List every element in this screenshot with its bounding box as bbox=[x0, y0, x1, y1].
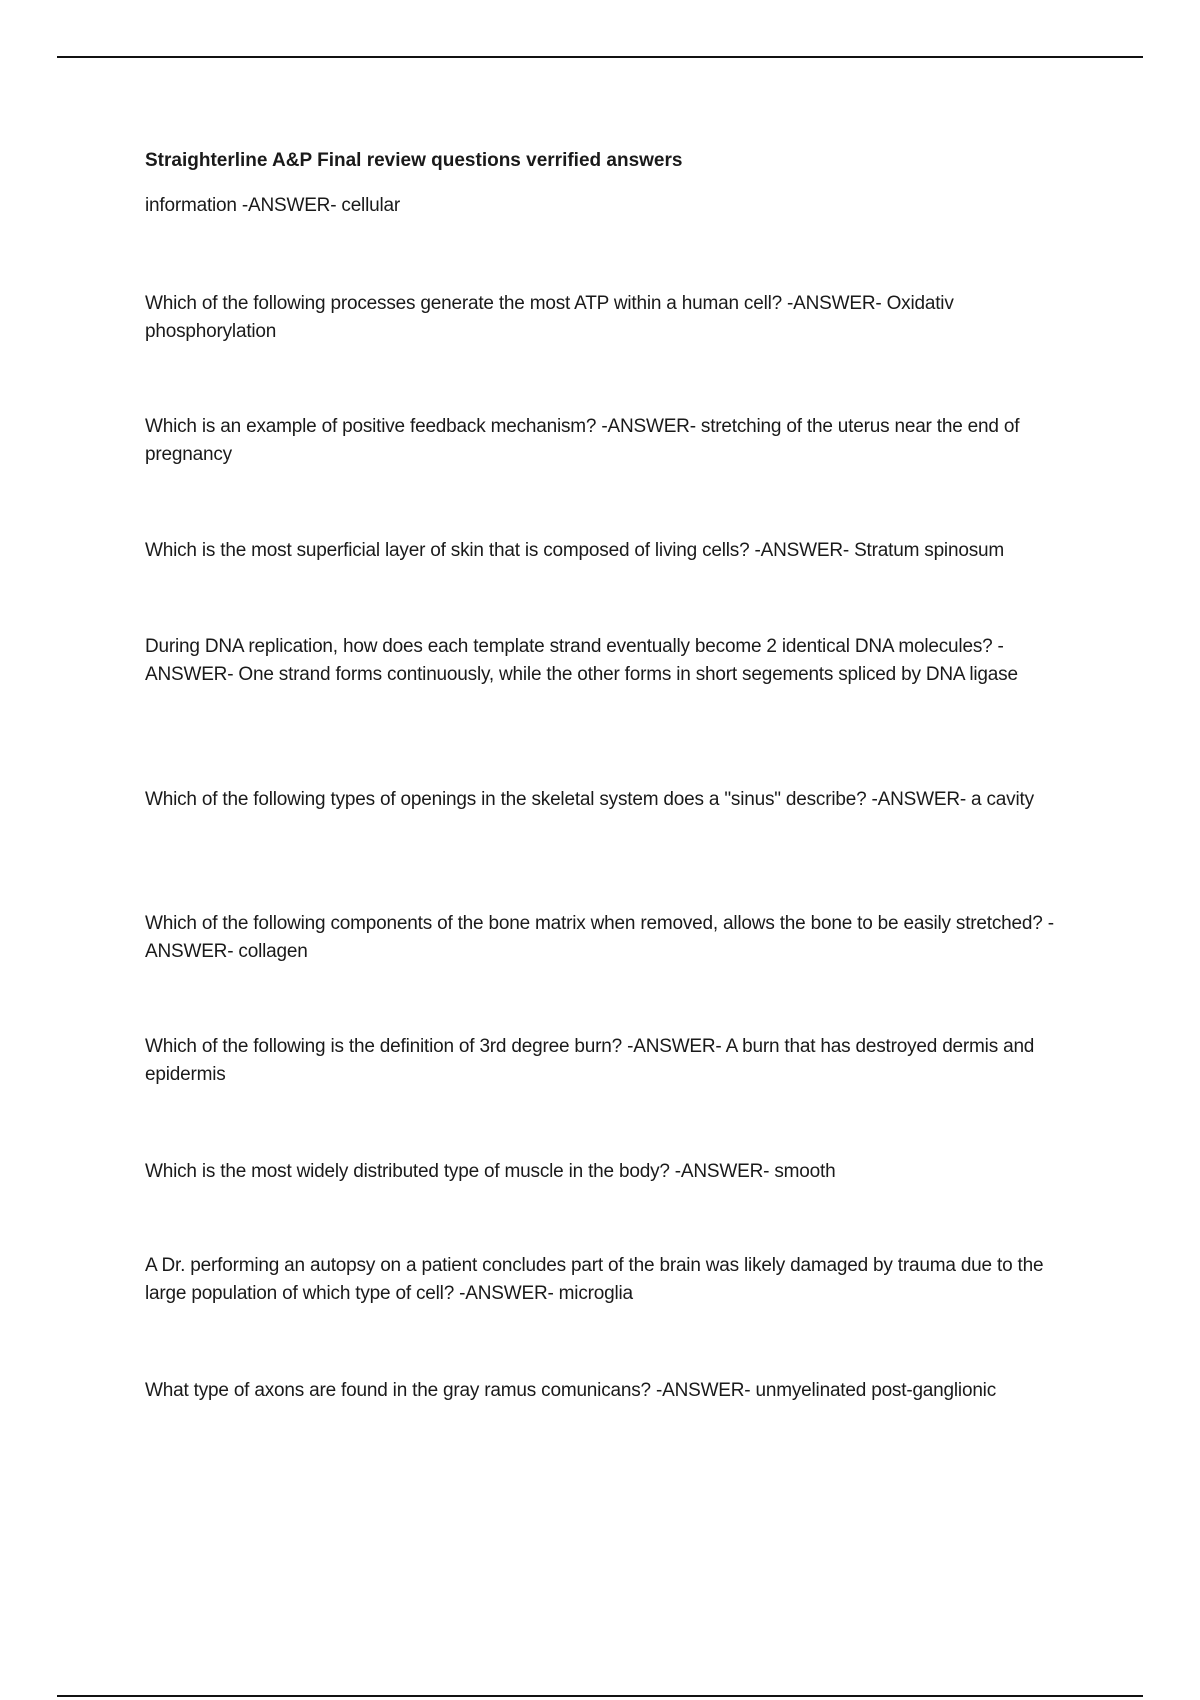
qa-item-5: During DNA replication, how does each template strand eventually become 2 identical DNA molecules? -ANSWER- One strand forms continuously, while the other forms in short segements spliced by DNA ligase bbox=[145, 636, 1018, 685]
qa-item-11: What type of axons are found in the gray ramus comunicans? -ANSWER- unmyelinated post-ganglionic bbox=[145, 1380, 997, 1401]
qa-item-3: Which is an example of positive feedback mechanism? -ANSWER- stretching of the uterus near the end of pregnancy bbox=[145, 416, 1020, 465]
qa-item-6: Which of the following types of openings in the skeletal system does a "sinus" describe? -ANSWER- a cavity bbox=[145, 789, 1034, 810]
document-title: Straighterline A&P Final review questions verrified answers bbox=[145, 150, 683, 171]
qa-item-7: Which of the following components of the bone matrix when removed, allows the bone to be easily stretched? -ANSWER- collagen bbox=[145, 913, 1054, 962]
qa-item-10: A Dr. performing an autopsy on a patient concludes part of the brain was likely damaged by trauma due to the large population of which type of cell? -ANSWER- microglia bbox=[145, 1255, 1044, 1304]
bottom-divider bbox=[57, 1695, 1143, 1697]
qa-item-8: Which of the following is the definition of 3rd degree burn? -ANSWER- A burn that has destroyed dermis and epidermis bbox=[145, 1036, 1035, 1085]
qa-item-4: Which is the most superficial layer of skin that is composed of living cells? -ANSWER- Stratum spinosum bbox=[145, 540, 1004, 561]
qa-item-9: Which is the most widely distributed type of muscle in the body? -ANSWER- smooth bbox=[145, 1161, 836, 1182]
top-divider bbox=[57, 56, 1143, 58]
qa-item-1: information -ANSWER- cellular bbox=[145, 195, 400, 216]
qa-item-2: Which of the following processes generate the most ATP within a human cell? -ANSWER- Oxidativ phosphorylation bbox=[145, 293, 954, 342]
